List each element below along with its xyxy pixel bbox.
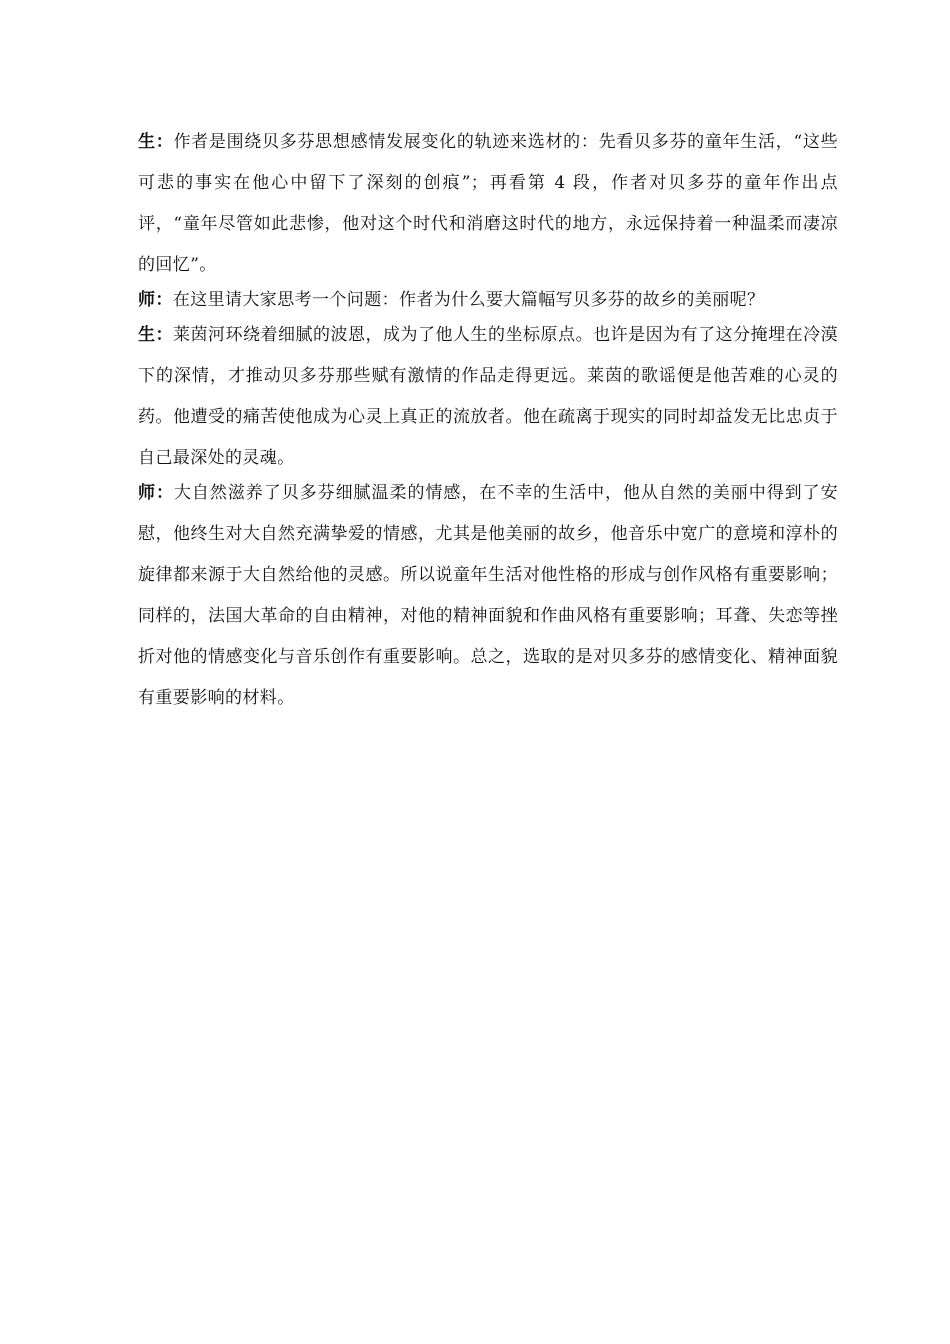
- dialogue-body: [138, 122, 838, 719]
- paragraph-text: 莱茵河环绕着细腻的波恩，成为了他人生的坐标原点。也许是因为有了这分掩埋在冷漠下的深情，才推动贝多芬那些赋有激情的作品走得更远。莱茵的歌谣便是他苦难的心灵的药。他遭受的痛苦使他成为心灵上真正的流放者。他在疏离于现实的同时却益发无比忠贞于自己最深处的灵魂。: [138, 325, 838, 468]
- speaker-label: 生：: [138, 325, 174, 345]
- dialogue-paragraph-teacher-2: [138, 473, 838, 719]
- speaker-label: 师：: [138, 483, 174, 503]
- dialogue-paragraph-student-1: [138, 122, 838, 286]
- speaker-label: 生：: [138, 132, 174, 152]
- dialogue-paragraph-student-2: [138, 315, 838, 479]
- paragraph-text: 大自然滋养了贝多芬细腻温柔的情感，在不幸的生活中，他从自然的美丽中得到了安慰，他终生对大自然充满挚爱的情感，尤其是他美丽的故乡，他音乐中宽广的意境和淳朴的旋律都来源于大自然给他的灵感。所以说童年生活对他性格的形成与创作风格有重要影响；同样的，法国大革命的自由精神，对他的精神面貌和作曲风格有重要影响；耳聋、失恋等挫折对他的情感变化与音乐创作有重要影响。总之，选取的是对贝多芬的感情变化、精神面貌有重要影响的材料。: [138, 483, 838, 708]
- paragraph-text: 作者是围绕贝多芬思想感情发展变化的轨迹来选材的：先看贝多芬的童年生活，“这些可悲的事实在他心中留下了深刻的创痕”；再看第 4 段，作者对贝多芬的童年作出点评，“童年尽管如此悲惨，他对这个时代和消磨这时代的地方，永远保持着一种温柔而凄凉的回忆”。: [138, 132, 838, 275]
- speaker-label: 师：: [138, 290, 173, 310]
- paragraph-text: 在这里请大家思考一个问题：作者为什么要大篇幅写贝多芬的故乡的美丽呢？: [172, 290, 765, 310]
